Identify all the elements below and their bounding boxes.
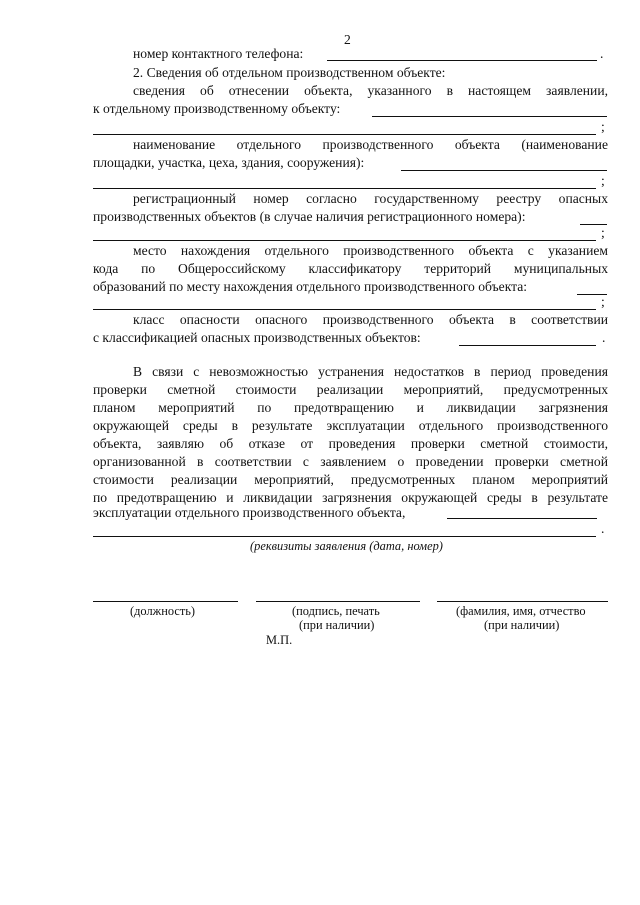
- class-period: .: [602, 330, 606, 345]
- stamp-label: М.П.: [266, 633, 293, 647]
- loc-line-2: кода по Общероссийскому классификатору территорий муниципальных: [93, 261, 608, 276]
- paragraph-line-7: стоимости реализации мероприятий, предусмотренных планом мероприятий: [93, 472, 608, 487]
- paragraph-line-6: организованной в соответствии с заявлением о проведении проверки сметной: [93, 454, 608, 469]
- signature-caption-1: (подпись, печать: [292, 604, 380, 618]
- paragraph-line-2: проверки сметной стоимости реализации мероприятий, предусмотренных: [93, 382, 608, 397]
- reg-line-2: производственных объектов (в случае наличия регистрационного номера):: [93, 209, 526, 224]
- phone-field[interactable]: [327, 60, 597, 61]
- loc-field-2[interactable]: [93, 309, 596, 310]
- name-field-2[interactable]: [93, 188, 596, 189]
- relation-semicolon: ;: [601, 119, 605, 134]
- paragraph-line-5: объекта, заявляю об отказе от проведения проверки сметной стоимости,: [93, 436, 608, 451]
- requisites-caption: (реквизиты заявления (дата, номер): [250, 539, 443, 553]
- signature-caption-2: (при наличии): [299, 618, 375, 632]
- paragraph-line-4: окружающей среды в результате эксплуатации отдельного производственного: [93, 418, 608, 433]
- name-semicolon: ;: [601, 173, 605, 188]
- page-number: 2: [344, 32, 351, 47]
- fio-caption-1: (фамилия, имя, отчество: [456, 604, 586, 618]
- reg-semicolon: ;: [601, 225, 605, 240]
- phone-end: .: [600, 46, 604, 61]
- relation-field-2[interactable]: [93, 134, 596, 135]
- reg-line-1: регистрационный номер согласно государственному реестру опасных: [133, 191, 608, 206]
- section2-heading: 2. Сведения об отдельном производственном объекте:: [133, 65, 446, 80]
- paragraph-line-1: В связи с невозможностью устранения недостатков в период проведения: [133, 364, 608, 379]
- relation-line-1: сведения об отнесении объекта, указанного в настоящем заявлении,: [133, 83, 608, 98]
- loc-semicolon: ;: [601, 294, 605, 309]
- relation-field[interactable]: [372, 116, 607, 117]
- requisites-field[interactable]: [447, 518, 597, 519]
- phone-label: номер контактного телефона:: [133, 46, 304, 61]
- loc-line-1: место нахождения отдельного производственного объекта с указанием: [133, 243, 608, 258]
- reg-field-2[interactable]: [93, 240, 596, 241]
- relation-line-2: к отдельному производственному объекту:: [93, 101, 341, 116]
- paragraph-line-3: планом мероприятий по предотвращению и ликвидации загрязнения: [93, 400, 608, 415]
- paragraph-line-8: по предотвращению и ликвидации загрязнения окружающей среды в результате: [93, 490, 608, 505]
- class-line-2: с классификацией опасных производственных объектов:: [93, 330, 421, 345]
- position-caption: (должность): [130, 604, 196, 618]
- name-line-2: площадки, участка, цеха, здания, сооружения):: [93, 155, 365, 170]
- loc-line-3: образований по месту нахождения отдельного производственного объекта:: [93, 279, 528, 294]
- name-field[interactable]: [401, 170, 607, 171]
- paragraph-line-9: эксплуатации отдельного производственного объекта,: [93, 505, 406, 520]
- class-field[interactable]: [459, 345, 596, 346]
- name-line-1: наименование отдельного производственного объекта (наименование: [133, 137, 608, 152]
- fio-caption-2: (при наличии): [484, 618, 560, 632]
- requisites-period: .: [601, 521, 605, 536]
- class-line-1: класс опасности опасного производственного объекта в соответствии: [133, 312, 608, 327]
